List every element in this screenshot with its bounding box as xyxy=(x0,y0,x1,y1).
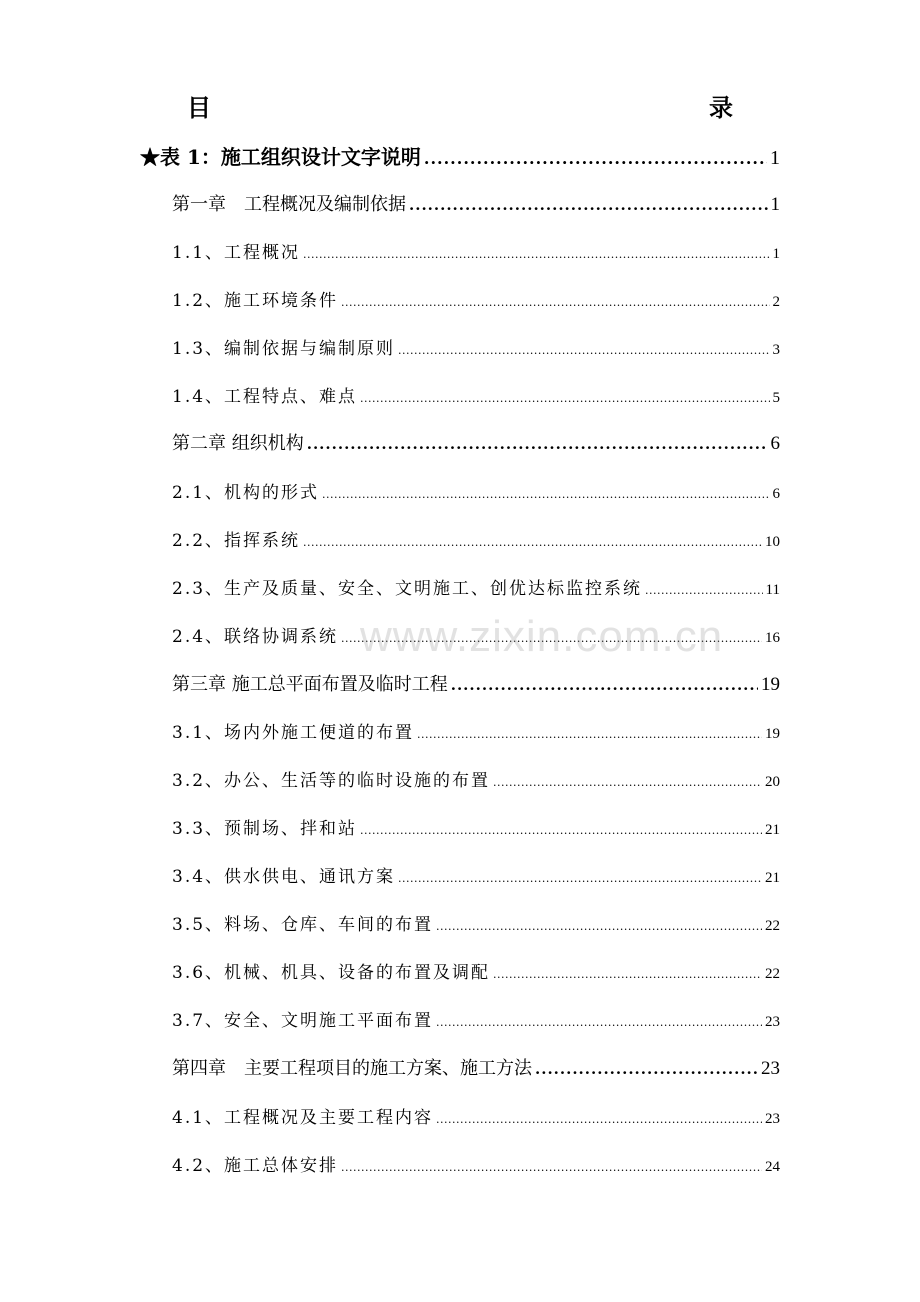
toc-entry-label: 3.7、安全、文明施工平面布置 xyxy=(172,1011,434,1031)
dot-leader xyxy=(436,920,762,933)
toc-entry-label: ★表 1：施工组织设计文字说明 xyxy=(140,145,421,169)
toc-entry-page: 21 xyxy=(765,822,780,838)
toc-entry-label: 2.3、生产及质量、安全、文明施工、创优达标监控系统 xyxy=(172,579,643,599)
dot-leader xyxy=(398,344,769,357)
toc-entry-label: 3.6、机械、机具、设备的布置及调配 xyxy=(172,963,491,983)
toc-entry-label: 第三章 施工总平面布置及临时工程 xyxy=(172,674,448,695)
dot-leader xyxy=(360,392,769,405)
dot-leader xyxy=(341,632,762,645)
toc-entry[interactable] xyxy=(172,1103,780,1133)
toc-entry-label: 第二章 组织机构 xyxy=(172,433,304,454)
toc-entry-label: 3.1、场内外施工便道的布置 xyxy=(172,723,415,743)
toc-entry[interactable] xyxy=(172,1054,780,1084)
dot-leader xyxy=(307,435,768,453)
dot-leader xyxy=(341,296,769,309)
toc-entry-label: 3.2、办公、生活等的临时设施的布置 xyxy=(172,771,491,791)
toc-entry[interactable] xyxy=(172,478,780,508)
toc-entry-page: 1 xyxy=(770,147,780,169)
toc-entry-label: 第一章 工程概况及编制依据 xyxy=(172,194,406,215)
toc-entry-label: 2.1、机构的形式 xyxy=(172,483,320,503)
toc-entry-label: 4.2、施工总体安排 xyxy=(172,1156,339,1176)
dot-leader xyxy=(322,488,769,501)
toc-entry-label: 第四章 主要工程项目的施工方案、施工方法 xyxy=(172,1058,532,1079)
dot-leader xyxy=(451,676,758,694)
toc-entry[interactable] xyxy=(172,1151,780,1181)
toc-entry-label: 3.5、料场、仓库、车间的布置 xyxy=(172,915,434,935)
dot-leader xyxy=(424,149,767,168)
toc-entry-page: 22 xyxy=(765,918,780,934)
toc-entry-label: 1.4、工程特点、难点 xyxy=(172,387,358,407)
toc-entry[interactable] xyxy=(172,910,780,940)
toc-entry-label: 2.4、联络协调系统 xyxy=(172,627,339,647)
toc-entry[interactable] xyxy=(172,958,780,988)
toc-entry-page: 2 xyxy=(772,294,780,310)
toc-entry-page: 22 xyxy=(765,966,780,982)
dot-leader xyxy=(493,968,762,981)
toc-entry-page: 23 xyxy=(765,1111,780,1127)
toc-entry-page: 20 xyxy=(765,774,780,790)
dot-leader xyxy=(341,1161,762,1174)
toc-title: 目 录 xyxy=(187,93,883,122)
toc-entry[interactable] xyxy=(172,574,780,604)
dot-leader xyxy=(409,196,768,214)
toc-entry[interactable] xyxy=(172,526,780,556)
toc-entry-label: 1.2、施工环境条件 xyxy=(172,291,339,311)
toc-entry-label: 2.2、指挥系统 xyxy=(172,531,301,551)
dot-leader xyxy=(303,248,769,261)
dot-leader xyxy=(417,728,762,741)
watermark: www.zixin.com.cn xyxy=(360,612,724,661)
toc-entry-label: 1.1、工程概况 xyxy=(172,243,301,263)
dot-leader xyxy=(398,872,762,885)
toc-entry-page: 16 xyxy=(765,630,780,646)
toc-entry-page: 6 xyxy=(770,433,780,454)
toc-entry-page: 3 xyxy=(772,342,780,358)
toc-entry-page: 10 xyxy=(765,534,780,550)
dot-leader xyxy=(493,776,762,789)
toc-entry-page: 19 xyxy=(761,674,780,695)
dot-leader xyxy=(436,1113,762,1126)
toc-entry[interactable] xyxy=(172,718,780,748)
toc-entry-page: 21 xyxy=(765,870,780,886)
toc-entry[interactable] xyxy=(172,382,780,412)
toc-entry[interactable] xyxy=(172,670,780,700)
toc-entry[interactable] xyxy=(172,429,780,459)
toc-entry-page: 24 xyxy=(765,1159,780,1175)
toc-entry-page: 23 xyxy=(761,1058,780,1079)
toc-entry-label: 3.3、预制场、拌和站 xyxy=(172,819,358,839)
toc-entry-page: 23 xyxy=(765,1014,780,1030)
toc-entry[interactable] xyxy=(172,334,780,364)
toc-entry[interactable] xyxy=(172,814,780,844)
toc-entry[interactable] xyxy=(172,238,780,268)
toc-entry-page: 6 xyxy=(772,486,780,502)
toc-entry-page: 19 xyxy=(765,726,780,742)
toc-entry[interactable] xyxy=(172,1006,780,1036)
toc-entry[interactable] xyxy=(172,766,780,796)
dot-leader xyxy=(436,1016,762,1029)
toc-entry-label: 3.4、供水供电、通讯方案 xyxy=(172,867,396,887)
toc-entry[interactable] xyxy=(172,862,780,892)
toc-entry[interactable] xyxy=(172,622,780,652)
dot-leader xyxy=(360,824,762,837)
toc-entry-label: 4.1、工程概况及主要工程内容 xyxy=(172,1108,434,1128)
toc-entry-page: 1 xyxy=(772,246,780,262)
toc-entry-page: 11 xyxy=(765,582,780,598)
dot-leader xyxy=(645,584,763,597)
toc-entry-label: 1.3、编制依据与编制原则 xyxy=(172,339,396,359)
toc-entry[interactable] xyxy=(140,141,780,171)
dot-leader xyxy=(535,1060,758,1078)
toc-entry-page: 5 xyxy=(772,390,780,406)
toc-entry[interactable] xyxy=(172,286,780,316)
toc-entry[interactable] xyxy=(172,190,780,220)
dot-leader xyxy=(303,536,762,549)
toc-entry-page: 1 xyxy=(770,194,780,215)
